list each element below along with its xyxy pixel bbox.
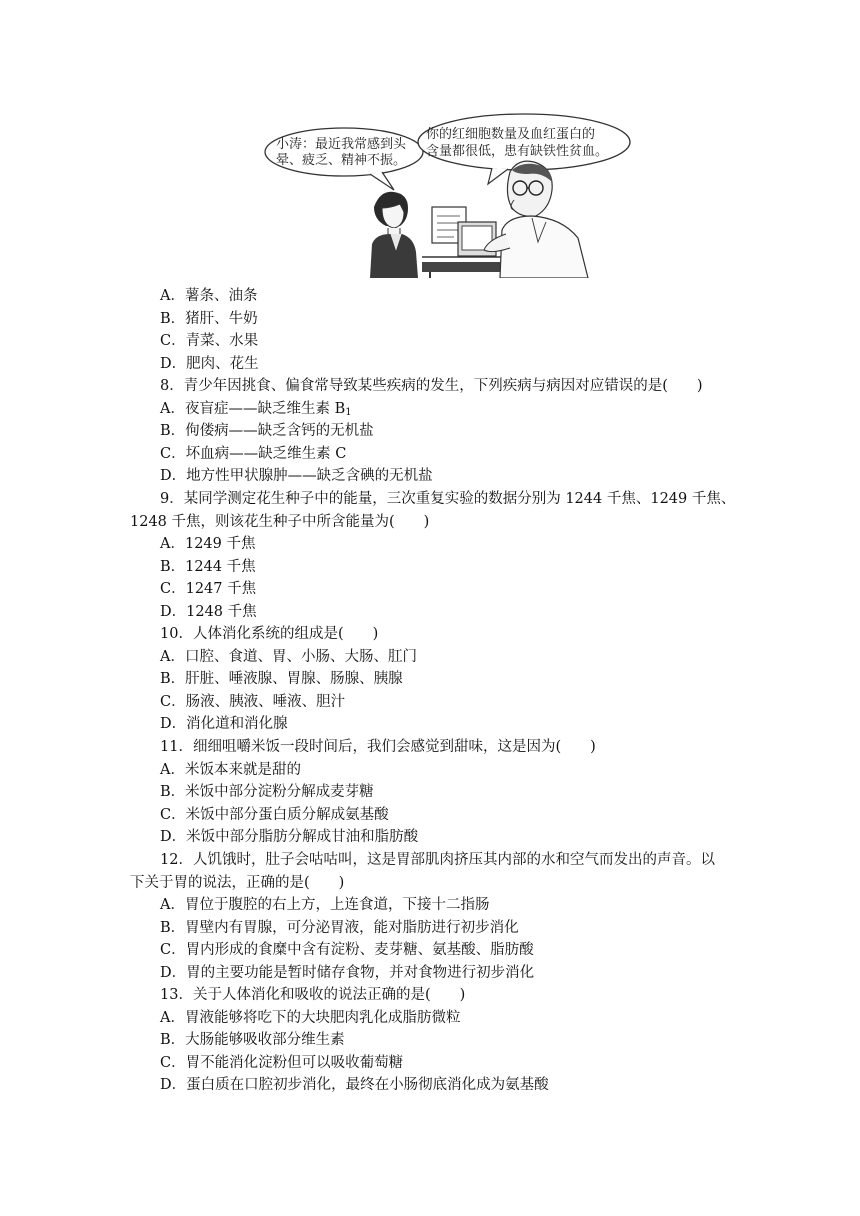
q13-option-c: C．胃不能消化淀粉但可以吸收葡萄糖 <box>160 1054 404 1071</box>
q7-option-c: C．青菜、水果 <box>160 333 259 350</box>
doctor-figure <box>484 161 588 278</box>
q9-stem-line-2: 1248 千焦，则该花生种子中所含能量为( ) <box>130 513 430 530</box>
q11-option-c: C．米饭中部分蛋白质分解成氨基酸 <box>160 806 389 823</box>
cartoon-svg <box>262 112 632 278</box>
q7-option-d: D．肥肉、花生 <box>160 355 259 372</box>
left-bubble-line-2: 晕、疲乏、精神不振。 <box>276 153 407 168</box>
q12-option-b: B．胃壁内有胃腺，可分泌胃液，能对脂肪进行初步消化 <box>160 919 519 936</box>
q13-option-a: A．胃液能够将吃下的大块肥肉乳化成脂肪微粒 <box>160 1009 461 1026</box>
question-8 <box>160 375 770 488</box>
q10-option-a: A．口腔、食道、胃、小肠、大肠、肛门 <box>160 648 417 665</box>
q12-option-a: A．胃位于腹腔的右上方，上连食道，下接十二指肠 <box>160 897 490 914</box>
q12-option-c: C．胃内形成的食糜中含有淀粉、麦芽糖、氨基酸、脂肪酸 <box>160 942 534 959</box>
question-13 <box>160 984 770 1097</box>
right-bubble-line-2: 含量都很低，患有缺铁性贫血。 <box>426 144 609 159</box>
question-11 <box>160 736 770 849</box>
question-9 <box>130 488 770 624</box>
q11-option-a: A．米饭本来就是甜的 <box>160 761 301 778</box>
q8-option-a-text: A．夜盲症——缺乏维生素 B <box>160 400 346 417</box>
q9-option-c: C．1247 千焦 <box>160 581 257 598</box>
q12-stem-line-2: 下关于胃的说法，正确的是( ) <box>130 874 345 891</box>
q11-option-b: B．米饭中部分淀粉分解成麦芽糖 <box>160 784 374 801</box>
q8-option-b: B．佝偻病——缺乏含钙的无机盐 <box>160 423 374 440</box>
q10-stem: 10．人体消化系统的组成是( ) <box>160 626 379 642</box>
q9-option-d: D．1248 千焦 <box>160 603 257 620</box>
q10-option-c: C．肠液、胰液、唾液、胆汁 <box>160 693 346 710</box>
q8-option-a <box>160 398 770 421</box>
q11-stem: 11．细细咀嚼米饭一段时间后，我们会感觉到甜味，这是因为( ) <box>160 739 596 755</box>
q13-option-d: D．蛋白质在口腔初步消化，最终在小肠彻底消化成为氨基酸 <box>160 1077 549 1094</box>
left-bubble-line-1: 小涛：最近我常感到头 <box>276 137 407 152</box>
question-7-options <box>160 285 770 375</box>
q13-stem: 13．关于人体消化和吸收的说法正确的是( ) <box>160 987 466 1003</box>
q11-option-d: D．米饭中部分脂肪分解成甘油和脂肪酸 <box>160 829 419 846</box>
q8-option-d: D．地方性甲状腺肿——缺乏含碘的无机盐 <box>160 468 433 485</box>
q10-option-d: D．消化道和消化腺 <box>160 716 288 733</box>
q10-option-b: B．肝脏、唾液腺、胃腺、肠腺、胰腺 <box>160 671 403 688</box>
q8-stem: 8．青少年因挑食、偏食常导致某些疾病的发生，下列疾病与病因对应错误的是( ) <box>160 378 703 394</box>
q12-stem-line-1: 12．人饥饿时，肚子会咕咕叫，这是胃部肌肉挤压其内部的水和空气而发出的声音。以 <box>160 852 715 868</box>
q8-option-c: C．坏血病——缺乏维生素 C <box>160 445 347 462</box>
q8-option-a-subscript: 1 <box>345 406 352 418</box>
question-10 <box>160 623 770 736</box>
right-bubble-line-1: 你的红细胞数量及血红蛋白的 <box>426 127 596 142</box>
left-speech-bubble <box>265 128 423 176</box>
q9-option-b: B．1244 千焦 <box>160 558 256 575</box>
question-12 <box>130 849 770 985</box>
q9-stem-line-1: 9．某同学测定花生种子中的能量，三次重复实验的数据分别为 1244 千焦、1249 千焦、 <box>160 491 736 507</box>
q7-option-b: B．猪肝、牛奶 <box>160 310 258 327</box>
cartoon-illustration <box>262 112 632 278</box>
q7-option-a: A．薯条、油条 <box>160 288 258 304</box>
q12-option-d: D．胃的主要功能是暂时储存食物，并对食物进行初步消化 <box>160 964 535 981</box>
q13-option-b: B．大肠能够吸收部分维生素 <box>160 1032 345 1049</box>
q9-option-a: A．1249 千焦 <box>160 536 256 553</box>
boy-figure <box>370 192 418 278</box>
